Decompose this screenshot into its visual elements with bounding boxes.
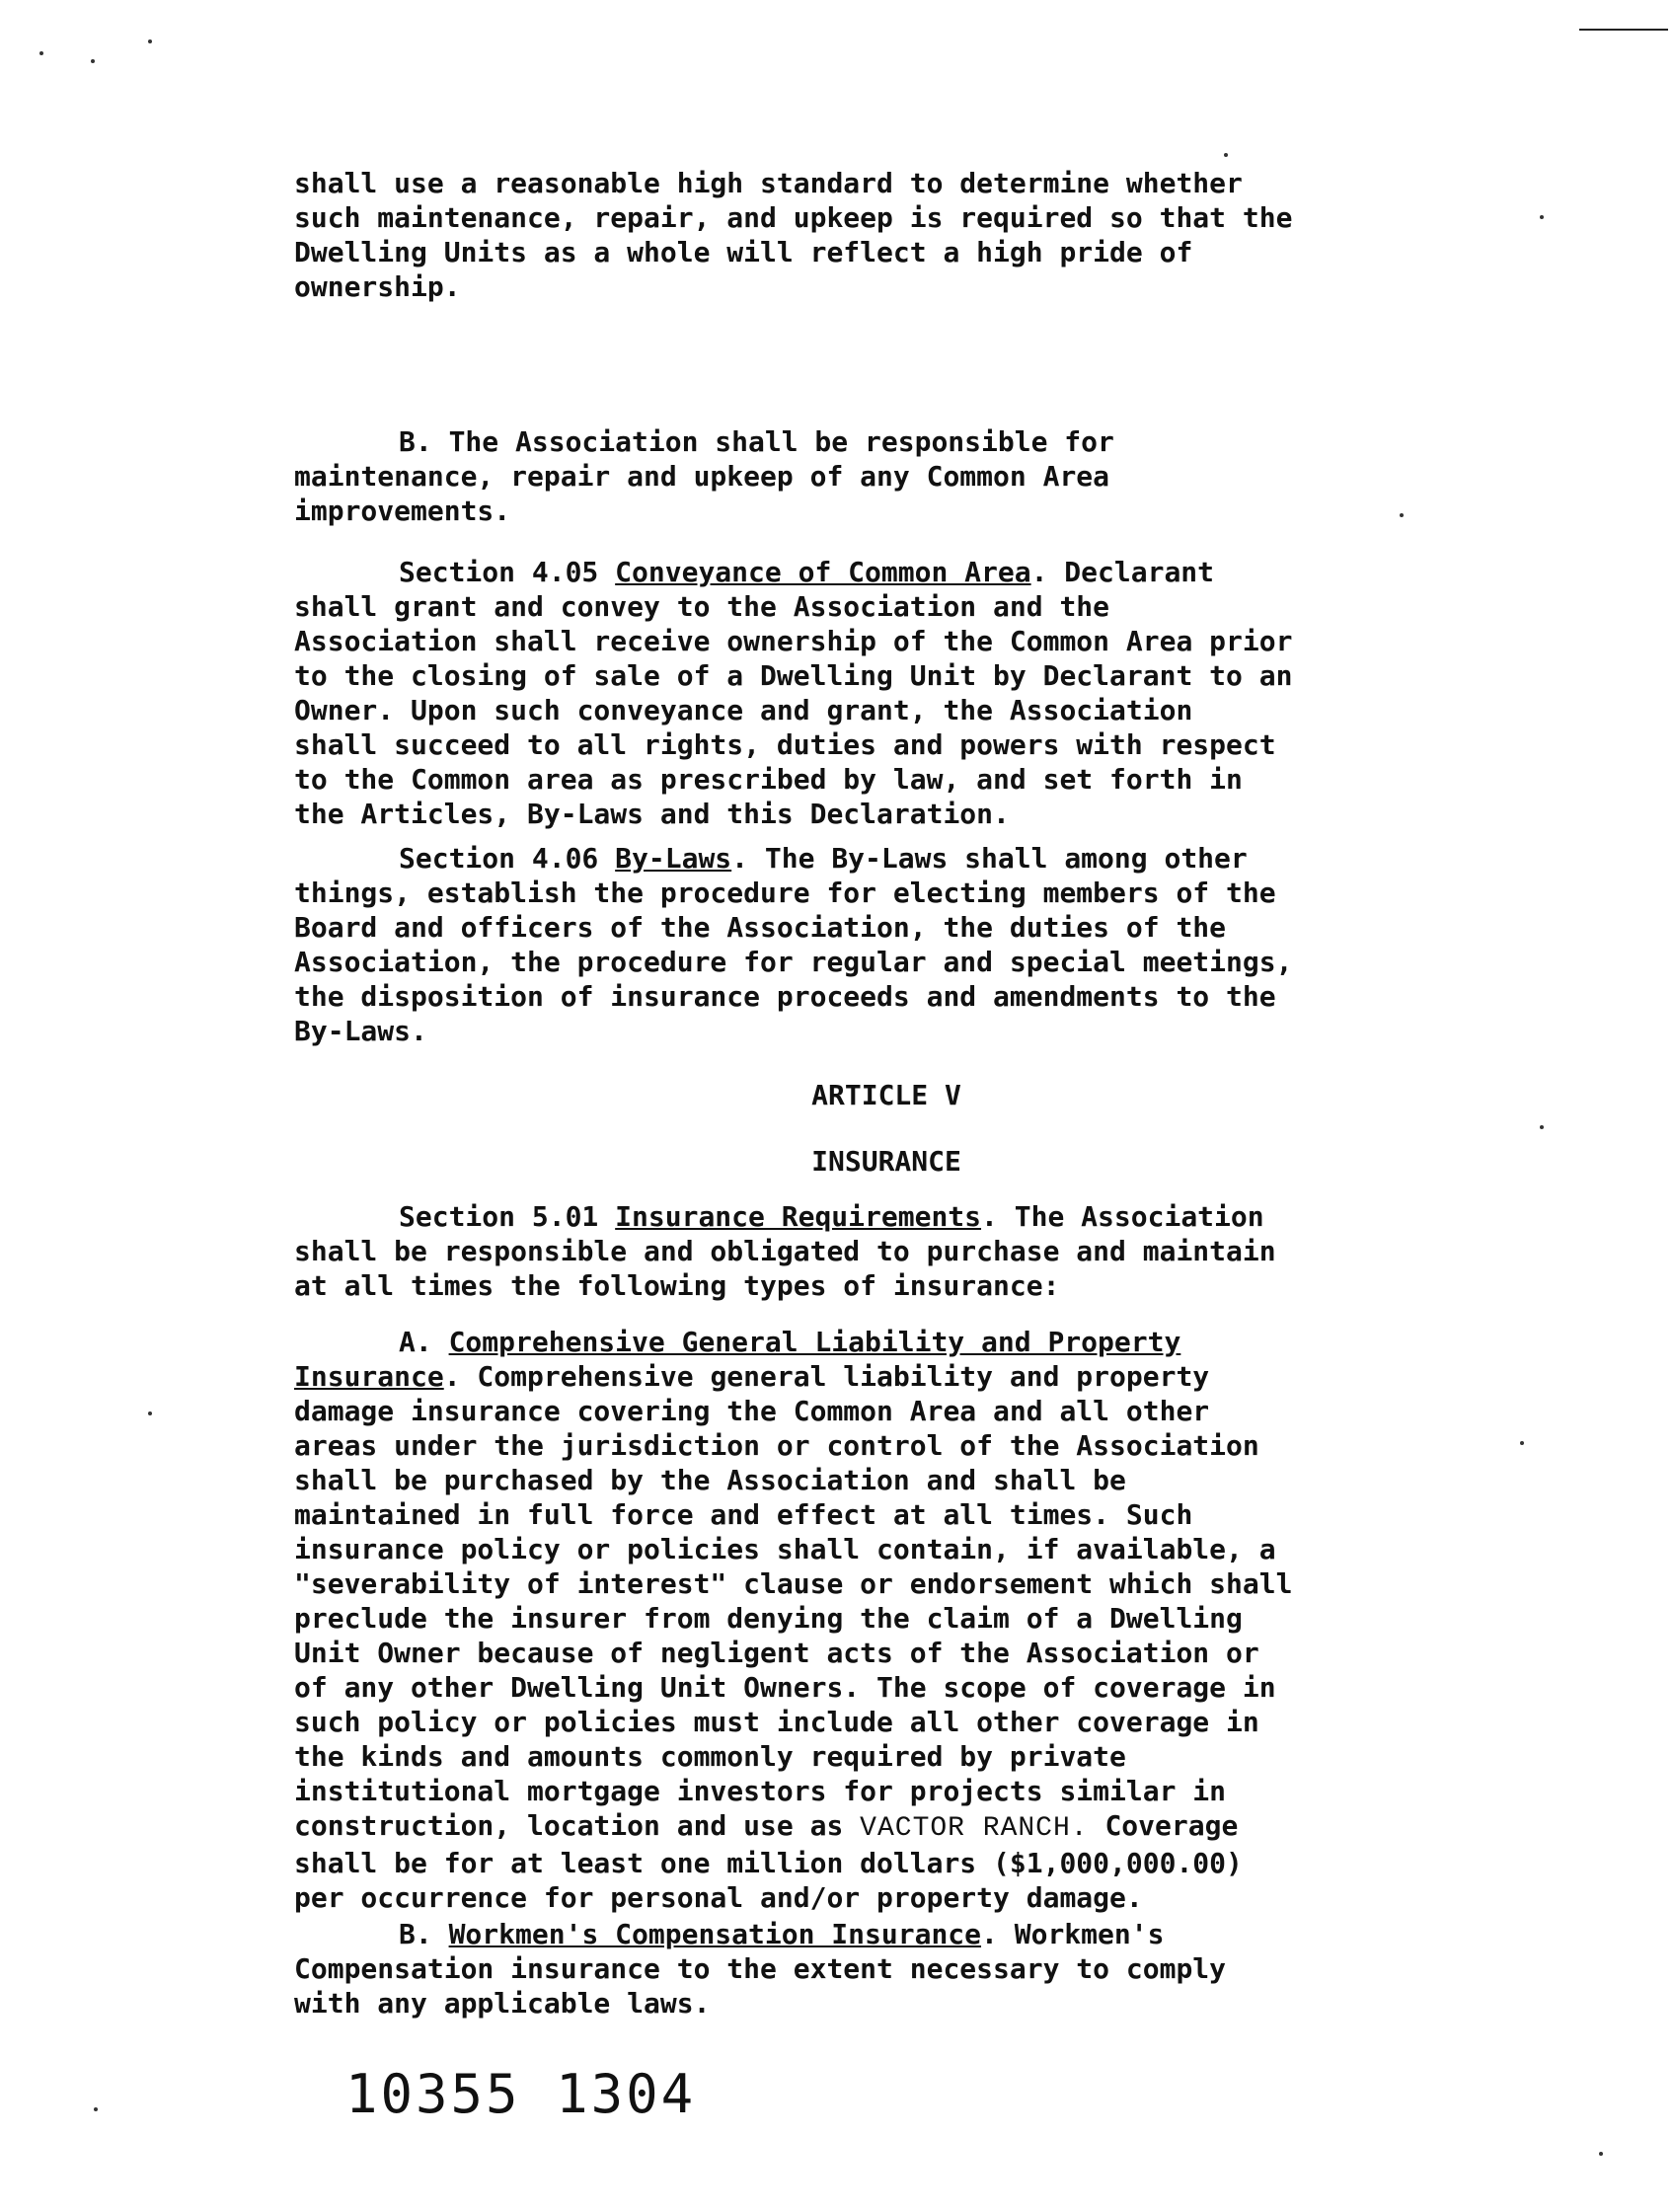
item-heading-line [294, 1917, 1498, 1951]
section-number: Section 4.06 [399, 842, 616, 875]
article-subtitle: INSURANCE [811, 1145, 961, 1178]
text-line: insurance policy or policies shall contain, if available, a [294, 1533, 1276, 1565]
corner-rule [1579, 29, 1668, 31]
text-line: the Articles, By-Laws and this Declaration. [294, 798, 1010, 830]
project-name: VACTOR RANCH. [860, 1813, 1089, 1844]
item-title: Comprehensive General Liability and Property [448, 1326, 1181, 1358]
item-title: Workmen's Compensation Insurance [448, 1918, 982, 1950]
text-line: Association shall receive ownership of the Common Area prior [294, 625, 1293, 657]
text-line: shall be purchased by the Association and shall be [294, 1464, 1126, 1496]
text-line: By-Laws. [294, 1015, 427, 1047]
text-run: . Declarant [1030, 556, 1215, 588]
text-run: construction, location and use as [294, 1809, 861, 1842]
scan-speck [91, 59, 95, 63]
scan-speck [1540, 1125, 1544, 1129]
item-letter: A. [399, 1326, 449, 1358]
item-heading-line [294, 1359, 1498, 1394]
text-line: shall succeed to all rights, duties and powers with respect [294, 728, 1276, 761]
text-line: Dwelling Units as a whole will reflect a high pride of [294, 236, 1193, 268]
text-line: at all times the following types of insurance: [294, 1269, 1060, 1302]
text-line: the disposition of insurance proceeds and amendments to the [294, 980, 1276, 1013]
text-run: . Comprehensive general liability and property [443, 1360, 1210, 1393]
text-line: the kinds and amounts commonly required by private [294, 1740, 1126, 1773]
text-line: areas under the jurisdiction or control of the Association [294, 1429, 1259, 1462]
item-title: Insurance [294, 1360, 444, 1393]
text-run: Coverage [1088, 1809, 1239, 1842]
article-title: ARTICLE V [811, 1079, 961, 1111]
text-line: preclude the insurer from denying the claim of a Dwelling [294, 1602, 1243, 1635]
section-title: Conveyance of Common Area [615, 556, 1031, 588]
text-line: damage insurance covering the Common Area and all other [294, 1395, 1210, 1427]
page-number: 10355 1304 [345, 2063, 697, 2125]
text-line: to the closing of sale of a Dwelling Unit by Declarant to an [294, 659, 1293, 692]
text-line: Unit Owner because of negligent acts of the Association or [294, 1637, 1259, 1669]
section-title: Insurance Requirements [615, 1200, 982, 1233]
text-line: institutional mortgage investors for projects similar in [294, 1775, 1227, 1807]
item-b-workmens-compensation [294, 1917, 1498, 2021]
text-line: things, establish the procedure for electing members of the [294, 877, 1276, 909]
text-line: to the Common area as prescribed by law, and set forth in [294, 763, 1243, 796]
scan-speck [1599, 2152, 1603, 2156]
section-5-01 [294, 1199, 1498, 1303]
text-line: with any applicable laws. [294, 1987, 711, 2020]
text-line: shall use a reasonable high standard to determine whether [294, 167, 1243, 199]
item-letter: B. [399, 1918, 449, 1950]
scan-speck [1540, 215, 1544, 219]
scan-speck [148, 1411, 152, 1415]
text-line: per occurrence for personal and/or property damage. [294, 1881, 1143, 1914]
text-line: Board and officers of the Association, the duties of the [294, 911, 1227, 944]
scan-speck [148, 39, 152, 43]
section-number: Section 5.01 [399, 1200, 616, 1233]
text-line: of any other Dwelling Unit Owners. The scope of coverage in [294, 1671, 1276, 1704]
text-run: . The By-Laws shall among other [731, 842, 1248, 875]
text-line: shall grant and convey to the Association and the [294, 590, 1110, 623]
paragraph-maintenance-standard [294, 166, 1498, 304]
text-run: . Workmen's [981, 1918, 1165, 1950]
paragraph-b-association-responsibility [294, 424, 1498, 528]
item-a-liability-insurance [294, 1325, 1498, 1915]
section-number: Section 4.05 [399, 556, 616, 588]
scan-speck [1520, 1441, 1524, 1445]
scan-speck [94, 2107, 98, 2111]
text-line: improvements. [294, 495, 511, 527]
text-line: B. The Association shall be responsible for [399, 425, 1114, 458]
text-run: . The Association [981, 1200, 1264, 1233]
section-4-06 [294, 841, 1498, 1048]
scan-speck [39, 51, 43, 55]
text-line: maintained in full force and effect at all times. Such [294, 1498, 1193, 1531]
text-line: shall be for at least one million dollars ($1,000,000.00) [294, 1847, 1243, 1879]
section-heading-line [294, 1199, 1498, 1234]
scan-speck [1224, 153, 1228, 157]
text-line: Compensation insurance to the extent necessary to comply [294, 1952, 1227, 1985]
text-line: Association, the procedure for regular and special meetings, [294, 946, 1293, 978]
text-line: Owner. Upon such conveyance and grant, the Association [294, 694, 1193, 726]
section-4-05 [294, 555, 1498, 831]
text-line: shall be responsible and obligated to purchase and maintain [294, 1235, 1276, 1267]
text-line: maintenance, repair and upkeep of any Common Area [294, 460, 1110, 493]
text-line: such policy or policies must include all other coverage in [294, 1706, 1259, 1738]
section-heading-line [294, 841, 1498, 876]
item-heading-line [294, 1325, 1498, 1359]
section-heading-line [294, 555, 1498, 589]
text-line: such maintenance, repair, and upkeep is required so that the [294, 201, 1293, 234]
text-line: "severability of interest" clause or endorsement which shall [294, 1567, 1293, 1600]
text-line [294, 1808, 1498, 1846]
section-title: By-Laws [615, 842, 732, 875]
text-line: ownership. [294, 270, 461, 303]
